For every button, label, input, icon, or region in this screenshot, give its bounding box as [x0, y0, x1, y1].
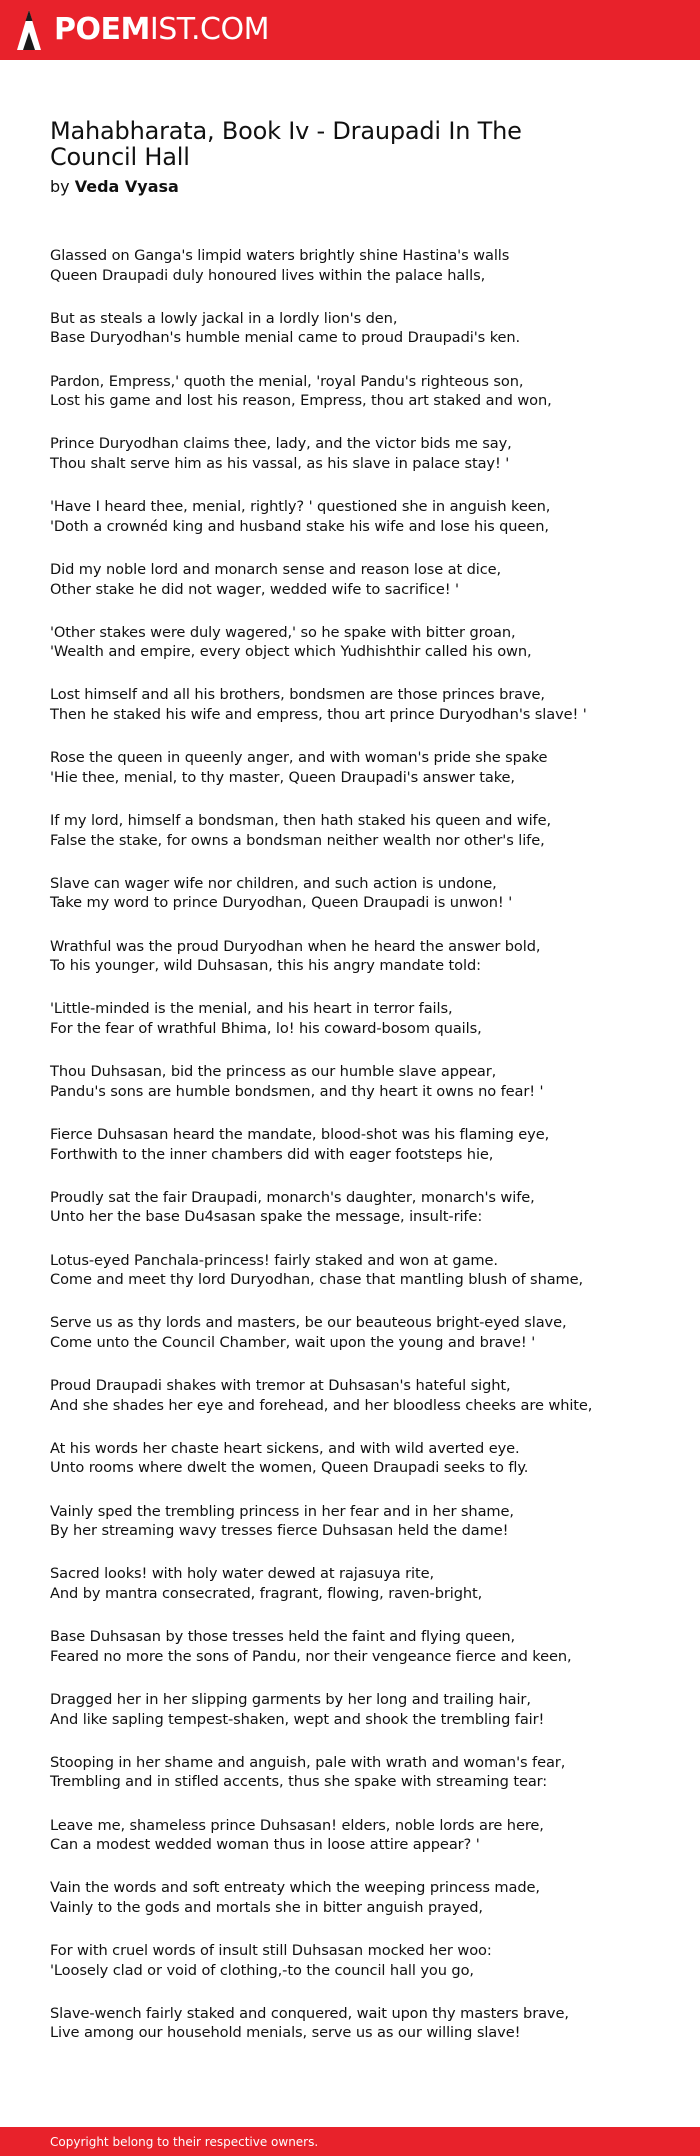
- poem-line: Lost himself and all his brothers, bondsmen are those princes brave,: [50, 686, 545, 704]
- stanza: [50, 1878, 610, 1917]
- poem-line: To his younger, wild Duhsasan, this his angry mandate told:: [50, 957, 481, 975]
- poem-line: Take my word to prince Duryodhan, Queen Draupadi is unwon! ': [50, 894, 513, 912]
- poem-line: Pardon, Empress,' quoth the menial, 'royal Pandu's righteous son,: [50, 372, 524, 390]
- stanza: [50, 1627, 610, 1666]
- poem-line: Prince Duryodhan claims thee, lady, and the victor bids me say,: [50, 435, 512, 453]
- stanza: [50, 497, 610, 536]
- poem-line: Glassed on Ganga's limpid waters brightly shine Hastina's walls: [50, 247, 510, 264]
- poem-line: 'Little-minded is the menial, and his heart in terror fails,: [50, 1000, 453, 1018]
- pencil-tip-icon: [16, 8, 42, 52]
- poem-line: Vainly sped the trembling princess in her fear and in her shame,: [50, 1502, 514, 1520]
- poem-line: Unto her the base Du4sasan spake the message, insult-rife:: [50, 1208, 483, 1226]
- poem-line: Slave can wager wife nor children, and such action is undone,: [50, 874, 497, 892]
- stanza: [50, 309, 610, 348]
- stanza: [50, 1125, 610, 1164]
- byline: [50, 176, 610, 198]
- stanza: [50, 1376, 610, 1415]
- poem-line: 'Other stakes were duly wagered,' so he spake with bitter groan,: [50, 623, 516, 641]
- site-footer: [0, 2127, 700, 2156]
- poem-line: Unto rooms where dwelt the women, Queen Draupadi seeks to fly.: [50, 1459, 529, 1477]
- poem-line: By her streaming wavy tresses fierce Duhsasan held the dame!: [50, 1522, 509, 1540]
- stanza: [50, 748, 610, 787]
- stanza: [50, 623, 610, 662]
- poem-line: Thou Duhsasan, bid the princess as our humble slave appear,: [50, 1063, 497, 1081]
- site-logo[interactable]: [16, 0, 269, 60]
- poem-line: Proudly sat the fair Draupadi, monarch's daughter, monarch's wife,: [50, 1188, 535, 1206]
- poem-line: False the stake, for owns a bondsman neither wealth nor other's life,: [50, 831, 545, 849]
- poem-line: 'Loosely clad or void of clothing,-to the council hall you go,: [50, 1961, 474, 1979]
- stanza: [50, 372, 610, 411]
- poem-title: Mahabharata, Book Iv - Draupadi In The Council Hall: [50, 117, 522, 171]
- poem-line: Lotus-eyed Panchala-princess! fairly staked and won at game.: [50, 1251, 498, 1269]
- poem-line: Leave me, shameless prince Duhsasan! elders, noble lords are here,: [50, 1816, 544, 1834]
- brand-name-light: IST.COM: [149, 12, 269, 47]
- poem-line: 'Wealth and empire, every object which Yudhishthir called his own,: [50, 643, 532, 661]
- stanza: [50, 1941, 610, 1980]
- poem-line: Then he staked his wife and empress, thou art prince Duryodhan's slave! ': [50, 706, 587, 724]
- poem-line: Sacred looks! with holy water dewed at rajasuya rite,: [50, 1565, 435, 1583]
- poem-line: Rose the queen in queenly anger, and with woman's pride she spake: [50, 749, 548, 767]
- poem-line: Live among our household menials, serve us as our willing slave!: [50, 2024, 521, 2042]
- by-label: by: [50, 177, 70, 196]
- poem-line: Pandu's sons are humble bondsmen, and thy heart it owns no fear! ': [50, 1082, 544, 1100]
- stanza: [50, 1816, 610, 1855]
- stanza: [50, 1502, 610, 1541]
- poem-line: Slave-wench fairly staked and conquered, wait upon thy masters brave,: [50, 2004, 569, 2022]
- brand-name: [54, 12, 269, 47]
- poem-line: And by mantra consecrated, fragrant, flowing, raven-bright,: [50, 1585, 483, 1602]
- stanza: [50, 1188, 610, 1227]
- poem-line: But as steals a lowly jackal in a lordly lion's den,: [50, 309, 398, 327]
- poem-line: Forthwith to the inner chambers did with eager footsteps hie,: [50, 1145, 494, 1163]
- poem-line: Vainly to the gods and mortals she in bitter anguish prayed,: [50, 1898, 483, 1916]
- poem-line: Fierce Duhsasan heard the mandate, blood-shot was his flaming eye,: [50, 1125, 550, 1143]
- stanza: [50, 1062, 610, 1101]
- stanza: [50, 560, 610, 599]
- poem-line: Dragged her in her slipping garments by her long and trailing hair,: [50, 1690, 531, 1708]
- stanza: [50, 1439, 610, 1478]
- poem-line: Feared no more the sons of Pandu, nor their vengeance fierce and keen,: [50, 1647, 572, 1665]
- poem-line: Trembling and in stifled accents, thus she spake with streaming tear:: [50, 1773, 548, 1791]
- poem-line: 'Hie thee, menial, to thy master, Queen Draupadi's answer take,: [50, 768, 515, 786]
- poem-line: Did my noble lord and monarch sense and reason lose at dice,: [50, 560, 502, 578]
- poem-line: Other stake he did not wager, wedded wife to sacrifice! ': [50, 580, 459, 598]
- stanza: [50, 874, 610, 913]
- poem-line: 'Doth a crownéd king and husband stake his wife and lose his queen,: [50, 517, 549, 535]
- poem-line: Vain the words and soft entreaty which the weeping princess made,: [50, 1879, 540, 1897]
- poem-body: [50, 246, 610, 2043]
- poem-line: Come and meet thy lord Duryodhan, chase that mantling blush of shame,: [50, 1271, 584, 1289]
- poem-line: For with cruel words of insult still Duhsasan mocked her woo:: [50, 1942, 492, 1960]
- stanza: [50, 246, 610, 285]
- poem-line: Lost his game and lost his reason, Empress, thou art staked and won,: [50, 392, 552, 410]
- author-name[interactable]: Veda Vyasa: [74, 177, 179, 196]
- stanza: [50, 434, 610, 473]
- poem-line: Stooping in her shame and anguish, pale with wrath and woman's fear,: [50, 1753, 566, 1771]
- brand-name-bold: POEM: [54, 12, 150, 47]
- poem-line: And she shades her eye and forehead, and her bloodless cheeks are white,: [50, 1396, 593, 1414]
- stanza: [50, 1753, 610, 1792]
- poem-line: Queen Draupadi duly honoured lives within the palace halls,: [50, 266, 486, 284]
- stanza: [50, 1690, 610, 1729]
- poem-article: [50, 118, 610, 2067]
- poem-line: Can a modest wedded woman thus in loose attire appear? ': [50, 1836, 480, 1854]
- stanza: [50, 811, 610, 850]
- stanza: [50, 685, 610, 724]
- site-header: [0, 0, 700, 60]
- poem-line: 'Have I heard thee, menial, rightly? ' questioned she in anguish keen,: [50, 498, 551, 516]
- poem-line: Come unto the Council Chamber, wait upon the young and brave! ': [50, 1333, 536, 1351]
- poem-line: And like sapling tempest-shaken, wept and shook the trembling fair!: [50, 1710, 545, 1728]
- copyright-notice: Copyright belong to their respective owners.: [50, 2134, 319, 2149]
- poem-line: If my lord, himself a bondsman, then hath staked his queen and wife,: [50, 812, 552, 830]
- stanza: [50, 937, 610, 976]
- poem-line: Wrathful was the proud Duryodhan when he heard the answer bold,: [50, 937, 541, 955]
- poem-line: Proud Draupadi shakes with tremor at Duhsasan's hateful sight,: [50, 1377, 511, 1395]
- poem-line: Base Duryodhan's humble menial came to proud Draupadi's ken.: [50, 329, 521, 347]
- stanza: [50, 999, 610, 1038]
- poem-line: Base Duhsasan by those tresses held the faint and flying queen,: [50, 1628, 516, 1646]
- poem-line: Thou shalt serve him as his vassal, as his slave in palace stay! ': [50, 454, 510, 472]
- poem-line: At his words her chaste heart sickens, and with wild averted eye.: [50, 1439, 520, 1457]
- stanza: [50, 2004, 610, 2043]
- stanza: [50, 1564, 610, 1603]
- stanza: [50, 1313, 610, 1352]
- poem-line: Serve us as thy lords and masters, be our beauteous bright-eyed slave,: [50, 1314, 567, 1332]
- stanza: [50, 1251, 610, 1290]
- poem-line: For the fear of wrathful Bhima, lo! his coward-bosom quails,: [50, 1019, 482, 1037]
